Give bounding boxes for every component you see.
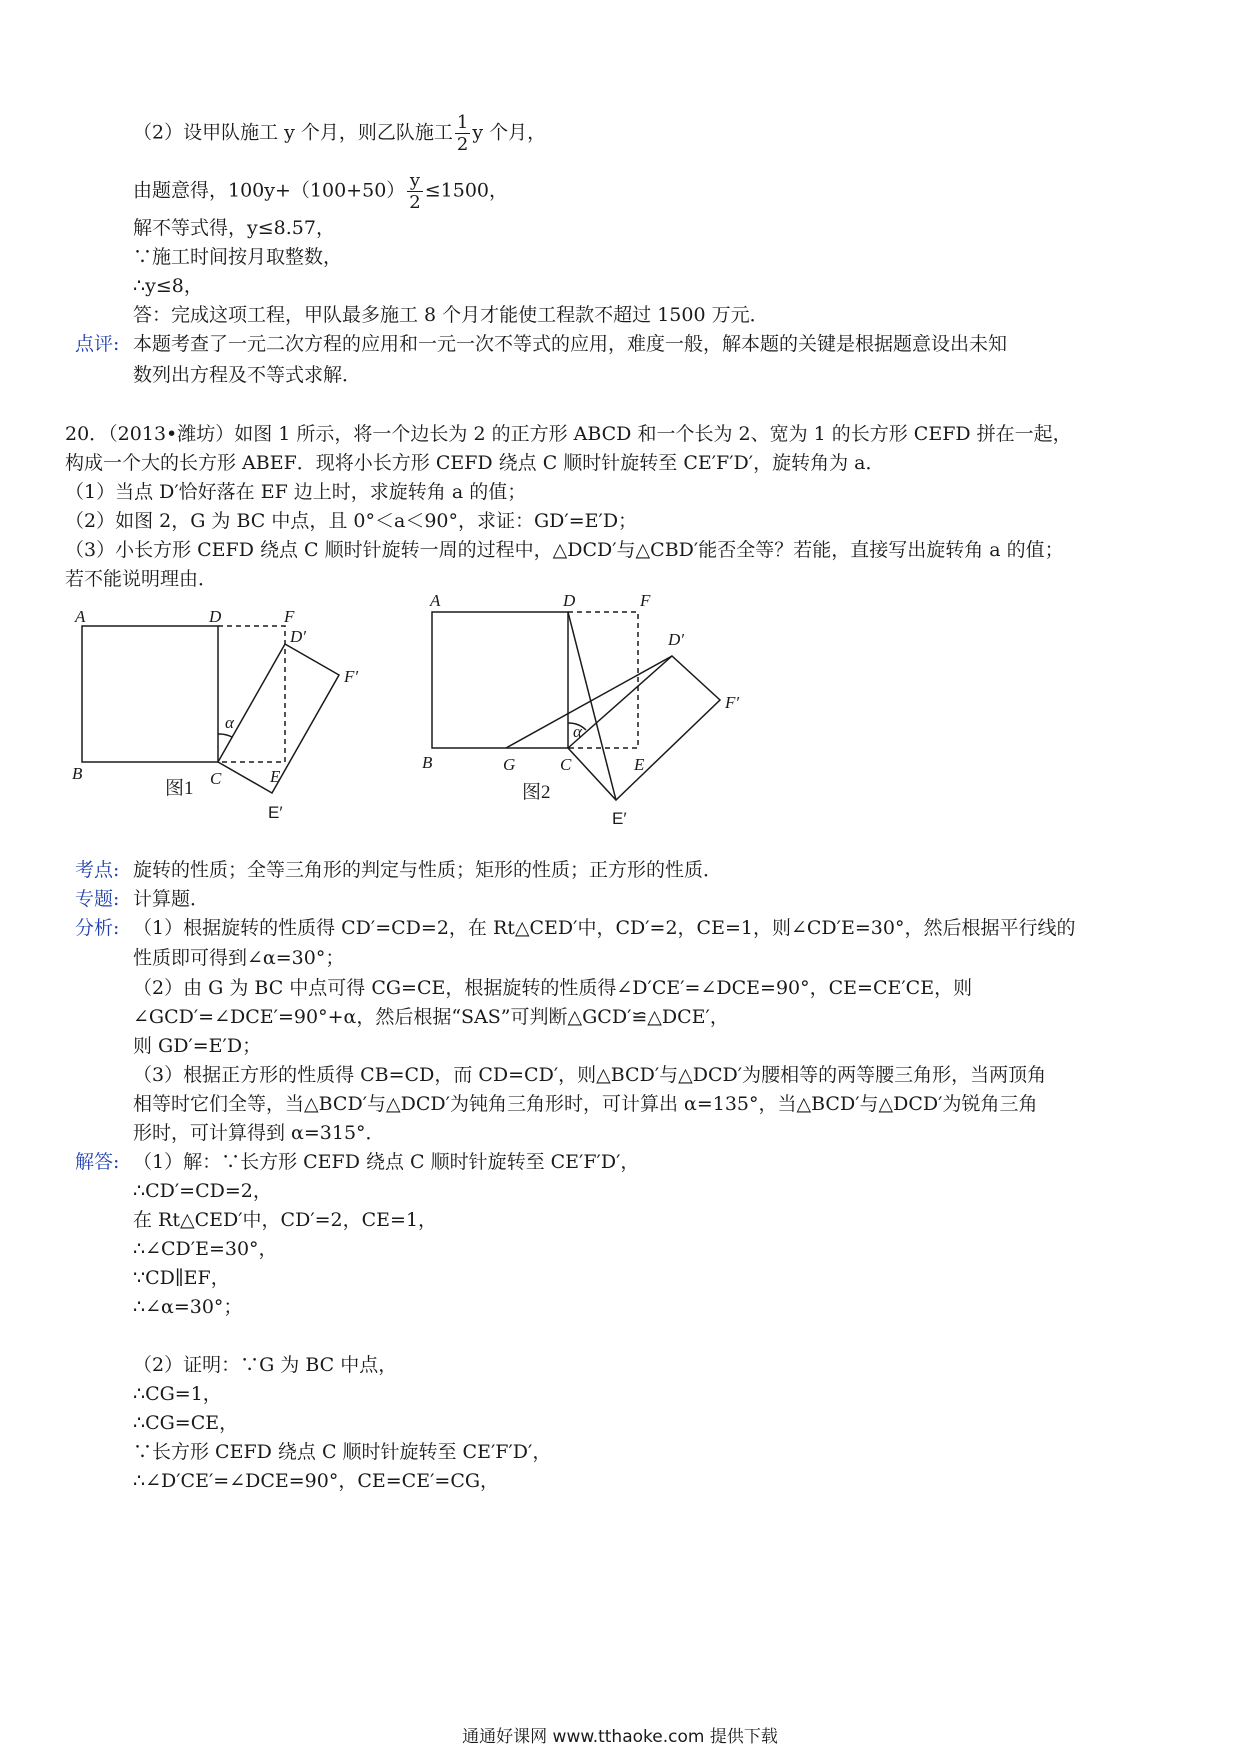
square-abcd [432, 612, 568, 748]
fraction-denominator: 2 [409, 192, 421, 213]
figure-1-caption: 图1 [165, 778, 194, 799]
text-segment: （2）设甲队施工 y 个月，则乙队施工 [133, 121, 453, 144]
answer-line: ∴∠CD′E=30°， [133, 1238, 278, 1260]
answer-line: ∴CG=1， [133, 1383, 222, 1405]
label-e-prime: E′ [612, 809, 627, 828]
problem-statement: 20．（2013•潍坊）如图 1 所示，将一个边长为 2 的正方形 ABCD 和一个长为 2、宽为 1 的长方形 CEFD 拼在一起， [65, 423, 1072, 445]
angle-alpha-arc [218, 734, 232, 737]
analysis-line: （3）根据正方形的性质得 CB=CD，而 CD=CD′，则△BCD′与△DCD′为腰相等的两等腰三角形，当两顶角 [133, 1064, 1047, 1086]
analysis-line: （2）由 G 为 BC 中点可得 CG=CE，根据旋转的性质得∠D′CE′=∠DCE=90°，CE=CE′CE，则 [133, 977, 973, 999]
solution-line: 解不等式得，y≤8.57， [133, 217, 335, 239]
problem-statement: 构成一个大的长方形 ABEF．现将小长方形 CEFD 绕点 C 顺时针旋转至 CE′F′D′，旋转角为 a． [65, 452, 885, 474]
label-d-prime: D′ [290, 627, 306, 646]
label-b: B [72, 764, 83, 783]
jieda-label: 解答: [75, 1151, 120, 1173]
fraction-denominator: 2 [456, 134, 469, 155]
analysis-line: 形时，可计算得到 α=315°． [133, 1122, 385, 1144]
rotated-rectangle [568, 656, 720, 800]
label-e: E [634, 755, 645, 774]
answer-line: 在 Rt△CED′中，CD′=2，CE=1， [133, 1209, 438, 1231]
fenxi-label: 分析: [75, 917, 120, 939]
kaodian-label: 考点: [75, 859, 120, 881]
label-b: B [422, 753, 433, 772]
review-text: 本题考查了一元二次方程的应用和一元一次不等式的应用，难度一般，解本题的关键是根据题意设出未知 [133, 333, 1008, 355]
rectangle-cefd-dashed [218, 626, 285, 762]
label-c: C [210, 769, 222, 788]
page-footer: 通通好课网 www.tthaoke.com 提供下载 [462, 1727, 778, 1747]
solution-line: ∴y≤8， [133, 275, 203, 297]
label-g: G [503, 755, 516, 774]
text-segment: y 个月， [472, 121, 547, 144]
zhuanti-label: 专题: [75, 888, 120, 910]
analysis-line: 相等时它们全等，当△BCD′与△DCD′为钝角三角形时，可计算出 α=135°，当△BCD′与△DCD′为锐角三角 [133, 1093, 1038, 1115]
fraction [407, 170, 422, 213]
answer-line: ∴∠D′CE′=∠DCE=90°，CE=CE′=CG， [133, 1470, 500, 1492]
solution-line [133, 112, 546, 155]
zhuanti-text: 计算题． [133, 888, 210, 910]
label-d: D [209, 607, 222, 626]
text-segment: 由题意得，100y+（100+50） [133, 179, 406, 202]
solution-line [133, 170, 508, 213]
label-f: F [284, 607, 295, 626]
review-label: 点评: [75, 333, 120, 355]
label-alpha: α [573, 722, 582, 741]
segment-d-e-prime [568, 612, 616, 800]
analysis-line: 则 GD′=E′D； [133, 1035, 262, 1057]
answer-line: ∴CG=CE， [133, 1412, 239, 1434]
label-e-prime: E′ [268, 803, 283, 822]
fraction-numerator: y [407, 170, 422, 192]
answer-line: （1）解：∵长方形 CEFD 绕点 C 顺时针旋转至 CE′F′D′， [133, 1151, 640, 1173]
solution-line: 答：完成这项工程，甲队最多施工 8 个月才能使工程款不超过 1500 万元． [133, 304, 769, 326]
fraction-numerator: 1 [456, 112, 469, 133]
figure-2 [432, 612, 720, 800]
analysis-line: 性质即可得到∠α=30°； [133, 947, 345, 969]
problem-question: （1）当点 D′恰好落在 EF 边上时，求旋转角 a 的值； [65, 481, 527, 503]
answer-line: （2）证明：∵G 为 BC 中点， [133, 1354, 398, 1376]
label-alpha: α [225, 713, 234, 732]
answer-line: ∴∠α=30°； [133, 1296, 243, 1318]
fraction [455, 112, 470, 155]
angle-alpha-arc [568, 723, 586, 730]
answer-line: ∵长方形 CEFD 绕点 C 顺时针旋转至 CE′F′D′， [133, 1441, 552, 1463]
label-a: A [75, 607, 86, 626]
label-f-prime: F′ [725, 693, 740, 712]
figure-2-caption: 图2 [522, 782, 551, 803]
label-e: E [270, 767, 281, 786]
label-d: D [563, 591, 576, 610]
kaodian-text: 旋转的性质；全等三角形的判定与性质；矩形的性质；正方形的性质． [133, 859, 723, 881]
problem-question: （2）如图 2，G 为 BC 中点，且 0°＜a＜90°，求证：GD′=E′D； [65, 510, 638, 532]
text-segment: ≤1500， [424, 179, 509, 202]
analysis-line: ∠GCD′=∠DCE′=90°+α，然后根据“SAS”可判断△GCD′≌△DCE′， [133, 1006, 729, 1028]
answer-line: ∴CD′=CD=2， [133, 1180, 272, 1202]
label-f: F [640, 591, 651, 610]
label-a: A [430, 591, 441, 610]
problem-question: （3）小长方形 CEFD 绕点 C 顺时针旋转一周的过程中，△DCD′与△CBD′能否全等？若能，直接写出旋转角 a 的值； [65, 539, 1064, 561]
label-c: C [560, 755, 572, 774]
figure-2-labels [422, 591, 739, 828]
rotated-rectangle [218, 644, 339, 793]
analysis-line: （1）根据旋转的性质得 CD′=CD=2，在 Rt△CED′中，CD′=2，CE=1，则∠CD′E=30°，然后根据平行线的 [133, 917, 1076, 939]
solution-line: ∵施工时间按月取整数， [133, 246, 343, 268]
segment-g-d-prime [506, 656, 672, 748]
figure-1-labels [72, 607, 358, 822]
figure-1 [82, 626, 339, 793]
answer-line: ∵CD∥EF， [133, 1267, 230, 1289]
rectangle-cefd-dashed [568, 612, 638, 748]
problem-question: 若不能说明理由． [65, 568, 218, 590]
review-text: 数列出方程及不等式求解． [133, 364, 362, 386]
label-d-prime: D′ [668, 630, 684, 649]
label-f-prime: F′ [344, 667, 359, 686]
square-abcd [82, 626, 218, 762]
